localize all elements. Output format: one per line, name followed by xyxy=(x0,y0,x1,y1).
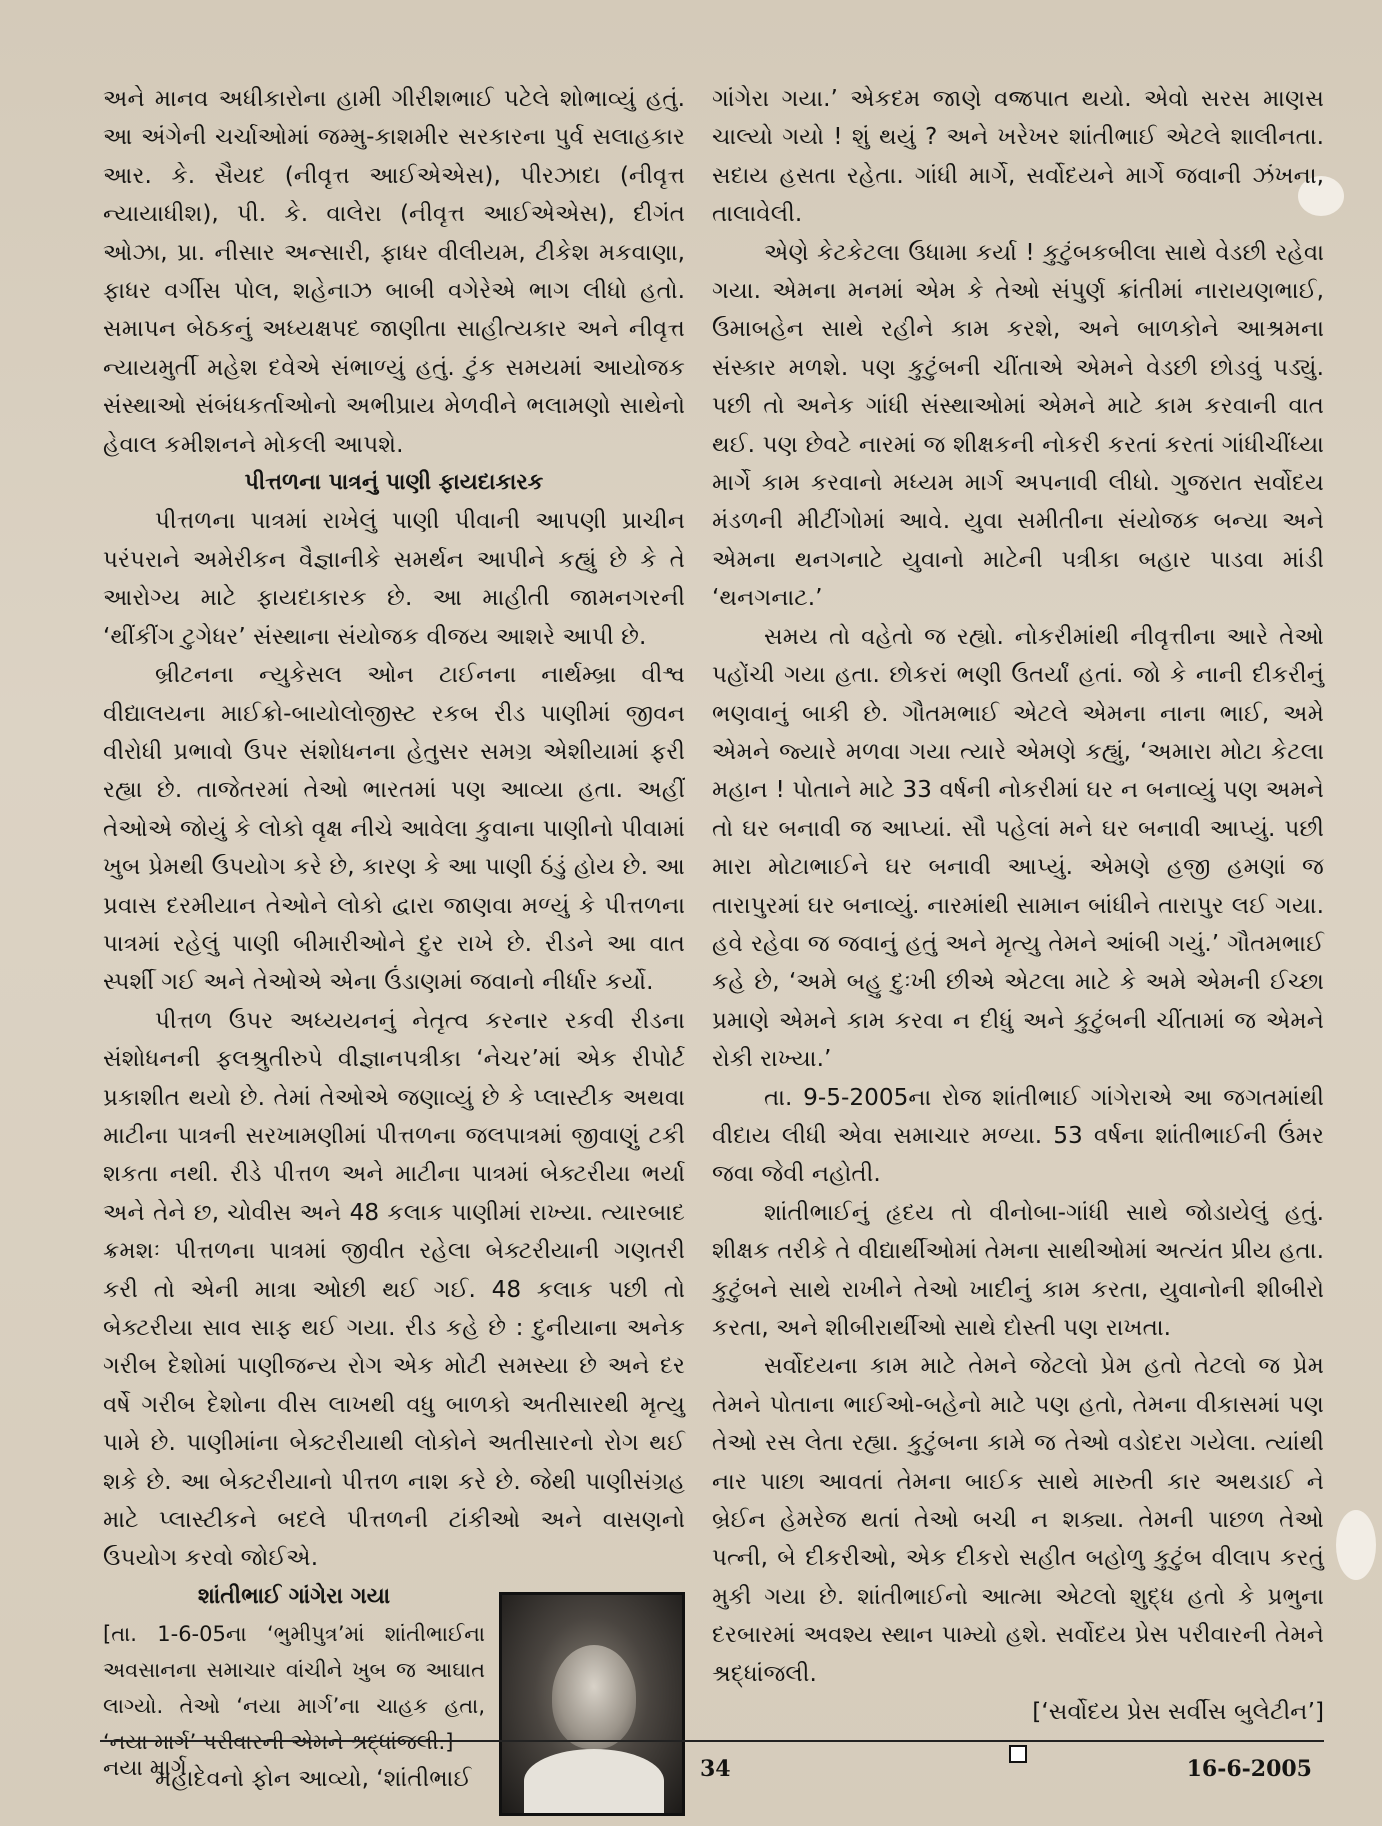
portrait-photo xyxy=(499,1592,685,1816)
paragraph: અને માનવ અધીકારોના હામી ગીરીશભાઈ પટેલે શોભાવ્યું હતું. આ અંગેની ચર્ચાઓમાં જમ્મુ-કાશમીર સરકારના પુર્વ સલાહકાર આર. કે. સૈયદ (નીવૃત્ત આઈએએસ), પીરઝાદા (નીવૃત્ત ન્યાયાધીશ), પી. કે. વાલેરા (નીવૃત્ત આઈએએસ), દીગંત ઓઝા, પ્રા. નીસાર અન્સારી, ફાધર વીલીયમ, ટીકેશ મકવાણા, ફાધર વર્ગીસ પોલ, શહેનાઝ બાબી વગેરેએ ભાગ લીધો હતો. સમાપન બેઠકનું અધ્યક્ષપદ જાણીતા સાહીત્યકાર અને નીવૃત્ત ન્યાયમુર્તી મહેશ દવેએ સંભાળ્યું હતું. ટુંક સમયમાં આયોજક સંસ્થાઓ સંબંધકર્તાઓનો અભીપ્રાય મેળવીને ભલામણો સાથેનો હેવાલ કમીશનને મોકલી આપશે. xyxy=(103,85,685,458)
paragraph: શાંતીભાઈનું હૃદય તો વીનોબા-ગાંધી સાથે જોડાયેલું હતું. શીક્ષક તરીકે તે વીદ્યાર્થીઓમાં તેમના સાથીઓમાં અત્યંત પ્રીય હતા. કુટુંબને સાથે રાખીને તેઓ ખાદીનું કામ કરતા, યુવાનોની શીબીરો કરતા, અને શીબીરાર્થીઓ સાથે દોસ્તી પણ રાખતા. xyxy=(712,1198,1324,1341)
source-credit: [‘સર્વોદય પ્રેસ સર્વીસ બુલેટીન’] xyxy=(1032,1698,1324,1726)
obituary-block xyxy=(103,1578,685,1799)
article-heading: શાંતીભાઈ ગાંગેરા ગયા xyxy=(197,1583,391,1609)
paragraph: સર્વોદયના કામ માટે તેમને જેટલો પ્રેમ હતો તેટલો જ પ્રેમ તેમને પોતાના ભાઈઓ-બહેનો માટે પણ હતો, તેમના વીકાસમાં પણ તેઓ રસ લેતા રહ્યા. કુટુંબના કામે જ તેઓ વડોદરા ગયેલા. ત્યાંથી નાર પાછા આવતાં તેમના બાઈક સાથે મારુતી કાર અથડાઈ ને બ્રેઈન હેમરેજ થતાં તેઓ બચી ન શક્યા. તેમની પાછળ તેઓ પત્ની, બે દીકરીઓ, એક દીકરો સહીત બહોળુ કુટુંબ વીલાપ કરતું મુકી ગયા છે. શાંતીભાઈનો આત્મા એટલો શુદ્ધ હતો કે પ્રભુના દરબારમાં અવશ્ય સ્થાન પામ્યો હશે. સર્વોદય પ્રેસ પરીવારની તેમને શ્રદ્ધાંજલી. xyxy=(712,1352,1324,1687)
page-number: 34 xyxy=(700,1756,731,1782)
article-heading: પીત્તળના પાત્રનું પાણી ફાયદાકારક xyxy=(244,470,544,496)
paragraph: ગાંગેરા ગયા.’ એકદમ જાણે વજ્રપાત થયો. એવો સરસ માણસ ચાલ્યો ગયો ! શું થયું ? અને ખરેખર શાંતીભાઈ એટલે શાલીનતા. સદાય હસતા રહેતા. ગાંધી માર્ગે, સર્વોદયને માર્ગે જવાની ઝંખના, તાલાવેલી. xyxy=(712,85,1324,228)
paragraph: બ્રીટનના ન્યુકેસલ ઓન ટાઈનના નાર્થમ્બ્રા વીશ્વ વીદ્યાલયના માઈક્રો-બાયોલોજીસ્ટ રકબ રીડ પાણીમાં જીવન વીરોધી પ્રભાવો ઉપર સંશોધનના હેતુસર સમગ્ર એશીયામાં ફરી રહ્યા છે. તાજેતરમાં તેઓ ભારતમાં પણ આવ્યા હતા. અહીં તેઓએ જોયું કે લોકો વૃક્ષ નીચે આવેલા કુવાના પાણીનો પીવામાં ખુબ પ્રેમથી ઉપયોગ કરે છે, કારણ કે આ પાણી ઠંડું હોય છે. આ પ્રવાસ દરમીયાન તેઓને લોકો દ્વારા જાણવા મળ્યું કે પીત્તળના પાત્રમાં રહેલું પાણી બીમારીઓને દુર રાખે છે. રીડને આ વાત સ્પર્શી ગઈ અને તેઓએ એના ઉંડાણમાં જવાનો નીર્ધાર કર્યો. xyxy=(103,661,685,996)
paper-tear xyxy=(1336,1510,1376,1580)
left-column xyxy=(103,80,685,1799)
right-column xyxy=(712,80,1324,1763)
photo-shirt xyxy=(524,1749,664,1813)
paragraph: તા. 9-5-2005ના રોજ શાંતીભાઈ ગાંગેરાએ આ જગતમાંથી વીદાય લીધી એવા સમાચાર મળ્યા. 53 વર્ષના શાંતીભાઈની ઉંમર જવા જેવી નહોતી. xyxy=(712,1083,1324,1188)
editor-note: [તા. 1-6-05ના ‘ભુમીપુત્ર’માં શાંતીભાઈના અવસાનના સમાચાર વાંચીને ખુબ જ આઘાત લાગ્યો. તેઓ ‘નયા માર્ગ’ના ચાહક હતા, ‘નયા માર્ગ’ પરીવારની એમને શ્રદ્ધાંજલી.] xyxy=(103,1622,485,1755)
paragraph: સમય તો વહેતો જ રહ્યો. નોકરીમાંથી નીવૃત્તીના આરે તેઓ પહોંચી ગયા હતા. છોકરાં ભણી ઉતર્યાં હતાં. જો કે નાની દીકરીનું ભણવાનું બાકી છે. ગૌતમભાઈ એટલે એમના નાના ભાઈ, અમે એમને જ્યારે મળવા ગયા ત્યારે એમણે કહ્યું, ‘અમારા મોટા કેટલા મહાન ! પોતાને માટે 33 વર્ષની નોકરીમાં ઘર ન બનાવ્યું પણ અમને તો ઘર બનાવી જ આપ્યાં. સૌ પહેલાં મને ઘર બનાવી આપ્યું. પછી મારા મોટાભાઈને ઘર બનાવી આપ્યું. એમણે હજી હમણાં જ તારાપુરમાં ઘર બનાવ્યું. નારમાંથી સામાન બાંધીને તારાપુર લઈ ગયા. હવે રહેવા જ જવાનું હતું અને મૃત્યુ તેમને આંબી ગયું.’ ગૌતમભાઈ કહે છે, ‘અમે બહુ દુઃખી છીએ એટલા માટે કે અમે એમની ઈચ્છા પ્રમાણે એમને કામ કરવા ન દીધું અને કુટુંબની ચીંતામાં જ એમને રોકી રાખ્યા.’ xyxy=(712,622,1324,1073)
photo-face xyxy=(552,1645,636,1749)
paragraph: મહાદેવનો ફોન આવ્યો, ‘શાંતીભાઈ xyxy=(155,1765,472,1793)
paragraph: એણે કેટકેટલા ઉધામા કર્યા ! કુટુંબકબીલા સાથે વેડછી રહેવા ગયા. એમના મનમાં એમ કે તેઓ સંપુર્ણ ક્રાંતીમાં નારાયણભાઈ, ઉમાબહેન સાથે રહીને કામ કરશે, અને બાળકોને આશ્રમના સંસ્કાર મળશે. પણ કુટુંબની ચીંતાએ એમને વેડછી છોડવું પડ્યું. પછી તો અનેક ગાંધી સંસ્થાઓમાં એમને માટે કામ કરવાની વાત થઈ. પણ છેવટે નારમાં જ શીક્ષકની નોકરી કરતાં કરતાં ગાંધીચીંધ્યા માર્ગે કામ કરવાનો મધ્યમ માર્ગ અપનાવી લીધો. ગુજરાત સર્વોદય મંડળની મીટીંગોમાં આવે. યુવા સમીતીના સંયોજક બન્યા અને એમના થનગનાટે યુવાનો માટેની પત્રીકા બહાર પાડવા માંડી ‘થનગનાટ.’ xyxy=(712,238,1324,612)
publication-name: નયા માર્ગ xyxy=(103,1756,187,1781)
paragraph: પીત્તળ ઉપર અધ્યયનનું નેતૃત્વ કરનાર રકવી રીડના સંશોધનની ફલશ્રુતીરુપે વીજ્ઞાનપત્રીકા ‘નેચર’માં એક રીપોર્ટ પ્રકાશીત થયો છે. તેમાં તેઓએ જણાવ્યું છે કે પ્લાસ્ટીક અથવા માટીના પાત્રની સરખામણીમાં પીત્તળના જલપાત્રમાં જીવાણું ટકી શકતા નથી. રીડે પીત્તળ અને માટીના પાત્રમાં બેક્ટરીયા ભર્યા અને તેને છ, ચોવીસ અને 48 કલાક પાણીમાં રાખ્યા. ત્યારબાદ ક્રમશઃ પીત્તળના પાત્રમાં જીવીત રહેલા બેક્ટરીયાની ગણતરી કરી તો એની માત્રા ઓછી થઈ ગઈ. 48 કલાક પછી તો બેક્ટરીયા સાવ સાફ થઈ ગયા. રીડ કહે છે : દુનીયાના અનેક ગરીબ દેશોમાં પાણીજન્ય રોગ એક મોટી સમસ્યા છે અને દર વર્ષે ગરીબ દેશોના વીસ લાખથી વધુ બાળકો અતીસારથી મૃત્યુ પામે છે. પાણીમાંના બેક્ટરીયાથી લોકોને અતીસારનો રોગ થઈ શકે છે. આ બેક્ટરીયાનો પીત્તળ નાશ કરે છે. જેથી પાણીસંગ્રહ માટે પ્લાસ્ટીકને બદલે પીત્તળની ટાંકીઓ અને વાસણનો ઉપયોગ કરવો જોઈએ. xyxy=(103,1006,685,1572)
paragraph: પીત્તળના પાત્રમાં રાખેલું પાણી પીવાની આપણી પ્રાચીન પરંપરાને અમેરીકન વૈજ્ઞાનીકે સમર્થન આપીને કહ્યું છે કે તે આરોગ્ય માટે ફાયદાકારક છે. આ માહીતી જામનગરની ‘થીંકીંગ ટુગેધર’ સંસ્થાના સંયોજક વીજય આશરે આપી છે. xyxy=(103,507,685,650)
footer-rule xyxy=(100,1740,1324,1742)
square-end-mark-icon xyxy=(1009,1745,1027,1763)
issue-date: 16-6-2005 xyxy=(1186,1756,1312,1782)
